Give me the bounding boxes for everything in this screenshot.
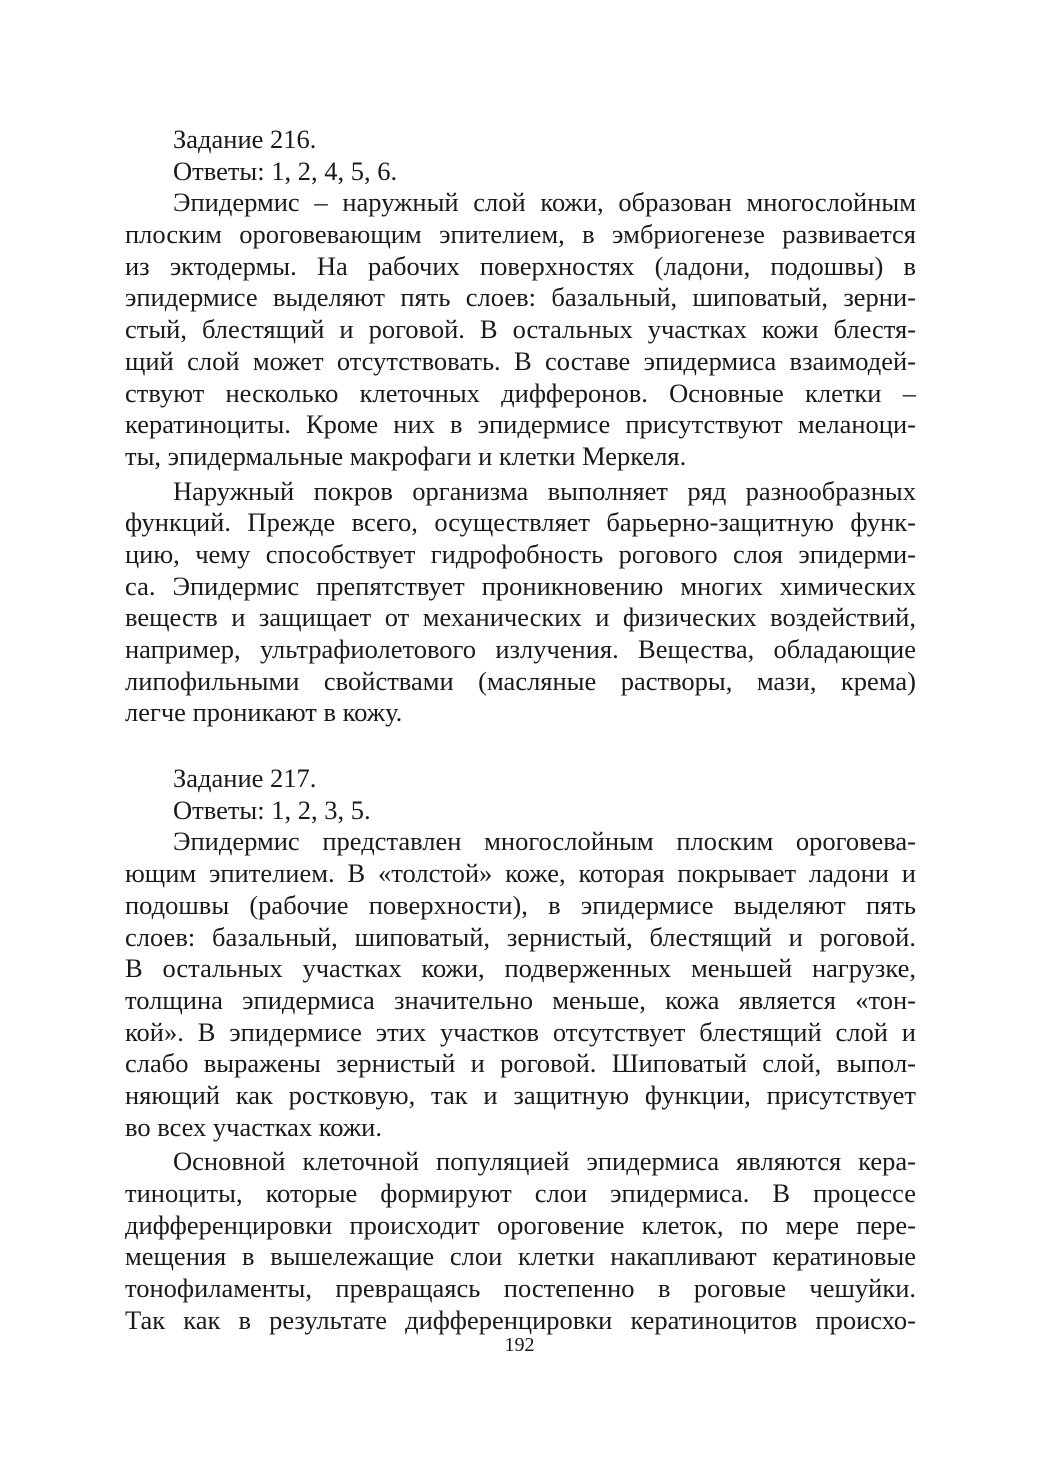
text-line: из эктодермы. На рабочих поверхностях (ладони, подошвы) в (125, 250, 916, 281)
text-line: ющим эпителием. В «толстой» коже, которая покрывает ладони и (125, 858, 916, 889)
text-line: В остальных участках кожи, подверженных меньшей нагрузке, (125, 953, 916, 984)
text-line: Так как в результате дифференцировки кератиноцитов происхо- (125, 1304, 916, 1335)
text-line: тиноциты, которые формируют слои эпидермиса. В процессе (125, 1178, 916, 1208)
text-line: легче проникают в кожу. (125, 697, 403, 728)
text-line: кератиноциты. Кроме них в эпидермисе присутствуют меланоци- (125, 409, 916, 440)
text-line: няющий как ростковую, так и защитную функции, присутствует (125, 1079, 916, 1110)
text-line: толщина эпидермиса значительно меньше, кожа является «тон- (125, 984, 916, 1015)
task-217-answers: Ответы: 1, 2, 3, 5. (173, 794, 371, 825)
text-line: ствуют несколько клеточных дифферонов. Основные клетки – (125, 377, 916, 408)
text-line: подошвы (рабочие поверхности), в эпидермисе выделяют пять (125, 889, 916, 920)
task-216-answers: Ответы: 1, 2, 4, 5, 6. (173, 155, 398, 186)
task-216-paragraph-1 (125, 187, 916, 472)
text-line: Эпидермис представлен многослойным плоским ороговева- (173, 826, 916, 857)
text-line: кой». В эпидермисе этих участков отсутствует блестящий слой и (125, 1016, 916, 1047)
page-number: 192 (504, 1334, 535, 1356)
text-line: Наружный покров организма выполняет ряд разнообразных (173, 475, 916, 506)
text-line: например, ультрафиолетового излучения. Вещества, обладающие (125, 634, 916, 664)
task-217-paragraph-1 (125, 826, 916, 1143)
text-line: слоев: базальный, шиповатый, зернистый, блестящий и роговой. (125, 921, 916, 952)
text-line: стый, блестящий и роговой. В остальных участках кожи блестя- (125, 314, 916, 345)
task-217-heading: Задание 217. (173, 763, 317, 794)
text-line: тонофиламенты, превращаясь постепенно в роговые чешуйки. (125, 1273, 916, 1304)
text-line: Эпидермис – наружный слой кожи, образован многослойным (173, 187, 916, 218)
task-216-heading: Задание 216. (173, 124, 317, 154)
text-line: плоским ороговевающим эпителием, в эмбриогенезе развивается (125, 219, 916, 250)
task-216-paragraph-2 (125, 476, 916, 730)
text-line: Основной клеточной популяцией эпидермиса являются кера- (173, 1146, 916, 1177)
text-line: слабо выражены зернистый и роговой. Шиповатый слой, выпол- (125, 1048, 916, 1079)
text-line: липофильными свойствами (масляные растворы, мази, крема) (125, 665, 916, 696)
text-line: эпидермисе выделяют пять слоев: базальный, шиповатый, зерни- (125, 282, 916, 313)
task-217-paragraph-2 (125, 1146, 916, 1336)
text-line: са. Эпидермис препятствует проникновению многих химических (125, 570, 916, 601)
text-line: функций. Прежде всего, осуществляет барьерно-защитную функ- (125, 507, 916, 538)
page-content (125, 124, 916, 1336)
text-line: мещения в вышележащие слои клетки накапливают кератиновые (125, 1241, 916, 1272)
text-line: цию, чему способствует гидрофобность рогового слоя эпидерми- (125, 538, 916, 569)
text-line: ты, эпидермальные макрофаги и клетки Меркеля. (125, 440, 687, 471)
text-line: щий слой может отсутствовать. В составе эпидермиса взаимодей- (125, 345, 916, 376)
text-line: дифференцировки происходит ороговение клеток, по мере пере- (125, 1209, 916, 1240)
text-line: веществ и защищает от механических и физических воздействий, (125, 602, 916, 633)
text-line: во всех участках кожи. (125, 1111, 382, 1142)
